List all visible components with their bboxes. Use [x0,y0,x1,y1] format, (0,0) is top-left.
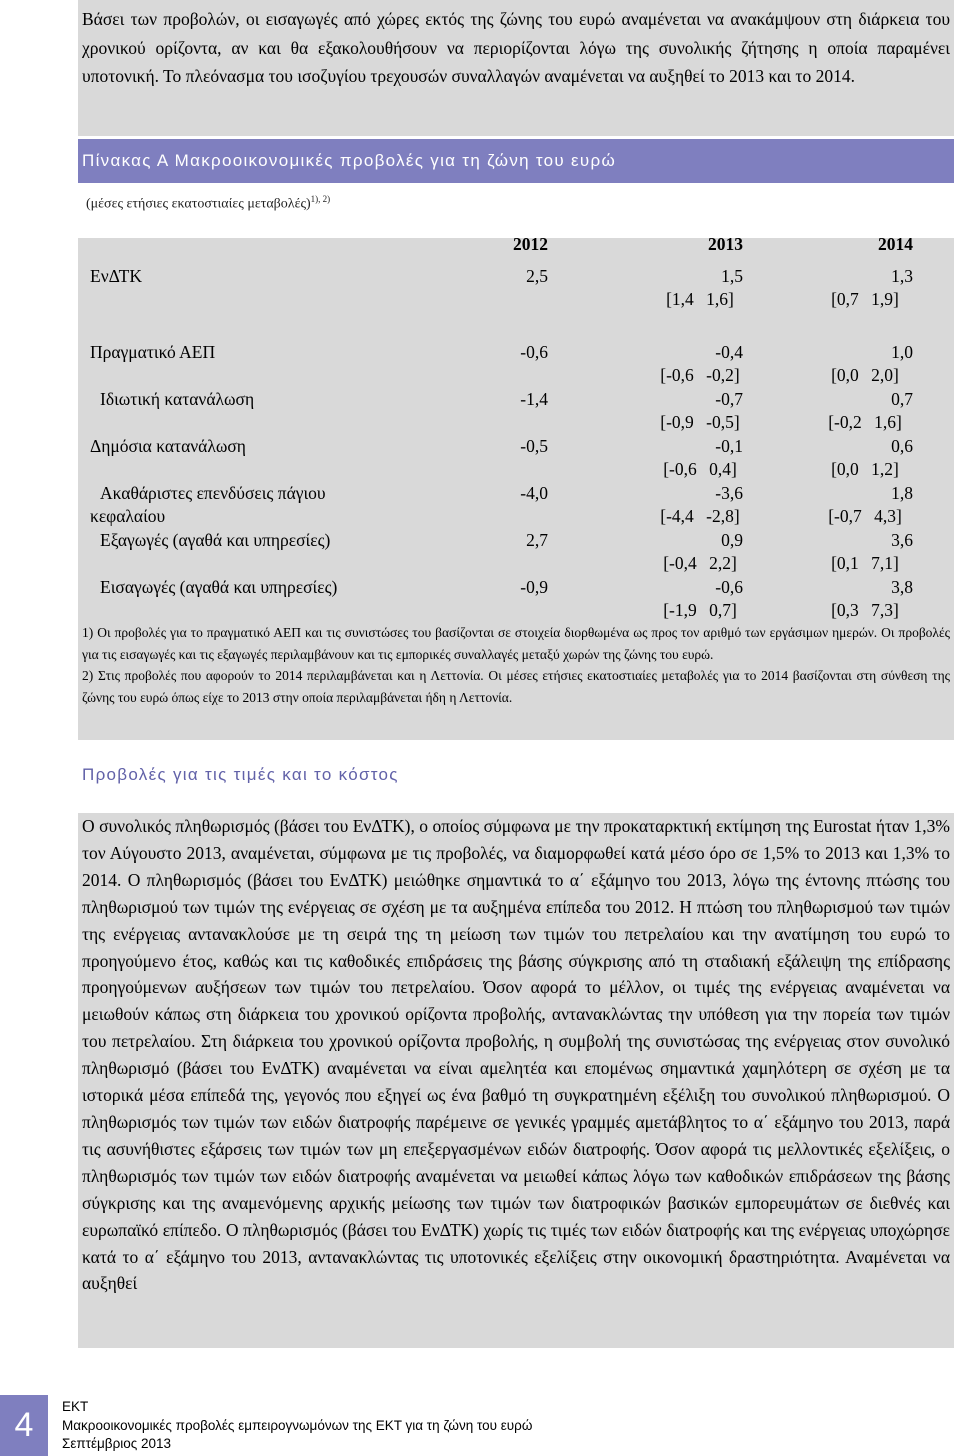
range-2014: [0,0 1,2] [831,459,899,479]
value-2014: 1,3 [891,266,913,286]
range-2013: [-1,9 0,7] [663,600,737,620]
value-2013: -3,6 [715,483,743,503]
section-heading: Προβολές για τις τιμές και το κόστος [82,765,399,784]
range-2013: [-0,6 0,4] [663,459,737,479]
range-2013: [-0,4 2,2] [663,553,737,573]
value-2014: 1,0 [891,342,913,362]
range-2014: [-0,2 1,6] [828,412,902,432]
range-2014: [0,3 7,3] [831,600,899,620]
table-subtitle [86,194,330,213]
table-header-box [78,136,954,238]
table-footnotes [78,622,954,740]
range-2013: [-0,6 -0,2] [660,365,740,385]
value-2014: 0,7 [891,389,913,409]
footer-date: Σεπτέμβριος 2013 [62,1436,172,1451]
value-2014: 1,8 [891,483,913,503]
intro-box [78,0,954,136]
value-2013: -0,6 [715,577,743,597]
footnote-2: 2) Στις προβολές που αφορούν το 2014 περιλαμβάνεται και η Λεττονία. Οι μέσες ετήσιες εκατοστιαίες μεταβολές για το 2014 βασίζονται στη σύνθεση της ζώνης του ευρώ όπως είχε το 2013 στην οποία περιλαμβάνεται ήδη η Λεττονία. [82,668,950,705]
footer-publication: Μακροοικονομικές προβολές εμπειρογνωμόνων της ΕΚΤ για τη ζώνη του ευρώ [62,1417,533,1433]
year-header: 2013 [708,234,743,254]
row-label: Ιδιωτική κατανάλωση [100,389,255,409]
body-paragraph: Ο συνολικός πληθωρισμός (βάσει του ΕνΔΤΚ), ο οποίος σύμφωνα με την προκαταρκτική εκτίμηση της Eurostat ήταν 1,3% τον Αύγουστο 2013, αναμένεται, σύμφωνα με τις προβολές, να διαμορφωθεί κατά μέσο όρο σε 1,5% το 2013 και 1,3% το 2014. Ο πληθωρισμός (βάσει του ΕνΔΤΚ) μειώθηκε σημαντικά το α΄ εξάμηνο του 2013, λόγω της έντονης πτώσης του πληθωρισμού των τιμών της ενέργειας σε σχέση με τα αυξημένα επίπεδα του 2012. Η πτώση του πληθωρισμού των τιμών της ενέργειας αντανακλούσε με τη σειρά της τη μείωση των τιμών του πετρελαίου και την ανατίμηση του ευρώ το προηγούμενο έτος, καθώς και τις καθοδικές επιδράσεις της βάσης σύγκρισης από τη σταδιακή εξάλειψη της επίδρασης προηγούμενων αυξήσεων των τιμών του πετρελαίου. Όσον αφορά το μέλλον, οι τιμές της ενέργειας αναμένεται να μειωθούν κάπως στη διάρκεια του χρονικού ορίζοντα προβολής, αντανακλώντας την υπόθεση για την πορεία των τιμών του πετρελαίου. Στη διάρκεια του χρονικού ορίζοντα προβολής, η συμβολή της συνιστώσας της ενέργειας στον συνολικό πληθωρισμό (βάσει του ΕνΔΤΚ) αναμένεται να είναι αμελητέα και επομένως σημαντικά χαμηλότερη σε σχέση με τα ιστορικά μέσα επίπεδά της, γεγονός που εξηγεί ως ένα βαθμό τη συγκρατημένη εξέλιξη του συνολικού πληθωρισμού. Ο πληθωρισμός των τιμών των ειδών διατροφής παρέμεινε σε γενικές γραμμές αμετάβλητος το α΄ εξάμηνο του 2013, παρά τις ασυνήθιστες εξάρσεις των τιμών των μη επεξεργασμένων ειδών διατροφής. Όσον αφορά τις μελλοντικές εξελίξεις, ο πληθωρισμός των τιμών των ειδών διατροφής αναμένεται να μειωθεί κάπως λόγω των καθοδικών επιδράσεων της βάσης σύγκρισης και της αναμενόμενης αρχικής μείωσης των τιμών των διατροφικών βασικών εμπορευμάτων σε διεθνές και ευρωπαϊκό επίπεδο. Ο πληθωρισμός (βάσει του ΕνΔΤΚ) χωρίς τις τιμές των ειδών διατροφής και της ενέργειας υποχώρησε κατά το α΄ εξάμηνο του 2013, αντανακλώντας τις υποτονικές εξελίξεις στην οικονομική δραστηριότητα. Αναμένεται να αυξηθεί [82,816,950,1294]
value-2012: -4,0 [520,483,548,503]
value-2012: -0,6 [520,342,548,362]
row-label: ΕνΔΤΚ [90,266,142,286]
row-label: Πραγματικό ΑΕΠ [90,342,216,362]
year-header: 2012 [513,234,548,254]
range-2013: [-0,9 -0,5] [660,412,740,432]
value-2012: -0,5 [520,436,548,456]
range-2013: [1,4 1,6] [666,289,734,309]
value-2013: -0,7 [715,389,743,409]
value-2012: -0,9 [520,577,548,597]
value-2013: 0,9 [721,530,743,550]
table-subtitle-notes: 1), 2) [310,194,331,204]
value-2013: -0,4 [715,342,743,362]
range-2014: [0,7 1,9] [831,289,899,309]
intro-paragraph: Βάσει των προβολών, οι εισαγωγές από χώρες εκτός της ζώνης του ευρώ αναμένεται να ανακάμψουν στη διάρκεια του χρονικού ορίζοντα, αν και θα εξακολουθήσουν να περιορίζονται λόγω της συνολικής ζήτησης η οποία παραμένει υποτονική. Το πλεόνασμα του ισοζυγίου τρεχουσών συναλλαγών αναμένεται να αυξηθεί το 2013 και το 2014. [82,9,950,86]
value-2013: -0,1 [715,436,743,456]
value-2012: 2,7 [526,530,548,550]
range-2013: [-4,4 -2,8] [660,506,740,526]
value-2013: 1,5 [721,266,743,286]
value-2012: -1,4 [520,389,548,409]
range-2014: [0,1 7,1] [831,553,899,573]
row-label: Εισαγωγές (αγαθά και υπηρεσίες) [100,577,338,597]
page-number: 4 [0,1395,48,1456]
value-2014: 3,6 [891,530,913,550]
row-label: Ακαθάριστες επενδύσεις πάγιου [100,483,326,503]
range-2014: [-0,7 4,3] [828,506,902,526]
value-2014: 0,6 [891,436,913,456]
year-header: 2014 [878,234,913,254]
value-2014: 3,8 [891,577,913,597]
projections-table [78,234,954,622]
row-label-cont: κεφαλαίου [90,506,166,526]
body-box [78,813,954,1348]
row-label: Δημόσια κατανάλωση [90,436,246,456]
footer-org: ΕΚΤ [62,1399,89,1414]
value-2012: 2,5 [526,266,548,286]
footnote-1: 1) Οι προβολές για το πραγματικό ΑΕΠ και τις συνιστώσες του βασίζονται σε στοιχεία διορθωμένα ως προς τον αριθμό των εργάσιμων ημερών. Οι προβολές για τις εισαγωγές και τις εξαγωγές περιλαμβάνουν και τις εμπορικές συναλλαγές μεταξύ χωρών της ζώνης του ευρώ. [82,625,950,662]
range-2014: [0,0 2,0] [831,365,899,385]
table-subtitle-text: (μέσες ετήσιες εκατοστιαίες μεταβολές) [86,196,311,212]
table-title: Πίνακας Α Μακροοικονομικές προβολές για τη ζώνη του ευρώ [78,139,954,183]
footer [62,1398,532,1454]
row-label: Εξαγωγές (αγαθά και υπηρεσίες) [100,530,331,550]
